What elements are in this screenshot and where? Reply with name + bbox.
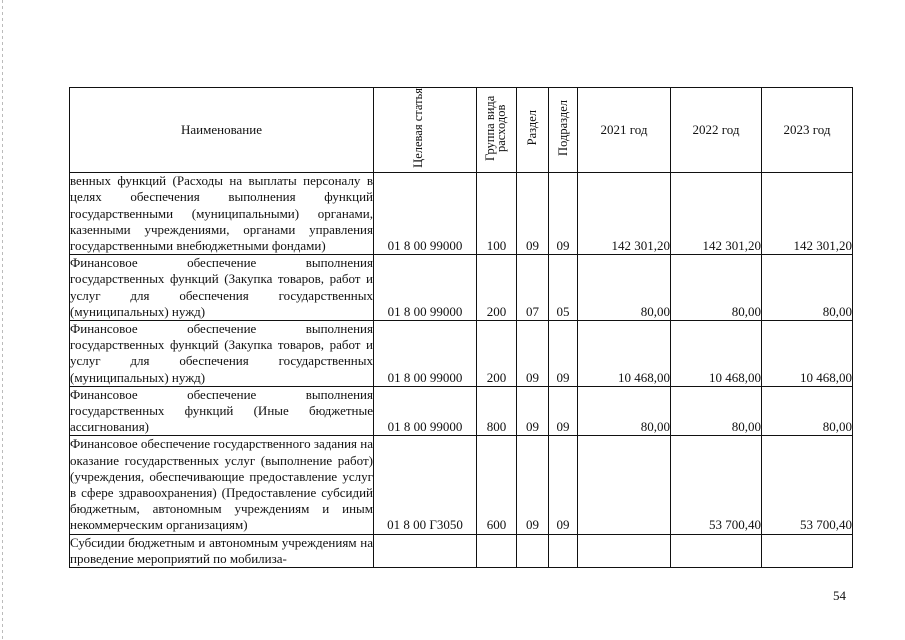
row-subsection: 09 bbox=[549, 321, 578, 387]
table-row bbox=[70, 321, 853, 387]
table-row bbox=[70, 173, 853, 255]
row-article: 01 8 00 99000 bbox=[374, 321, 477, 387]
table-row bbox=[70, 436, 853, 534]
row-group bbox=[477, 534, 517, 567]
row-name: венных функций (Расходы на выплаты персоналу в целях обеспечения выполнения функций государственными (муниципальными) органами, казенными учреждениями, органами управления государственными внебюджетными фондами) bbox=[70, 173, 373, 254]
row-subsection: 09 bbox=[549, 436, 578, 534]
row-subsection bbox=[549, 534, 578, 567]
row-section bbox=[517, 534, 549, 567]
row-2022: 10 468,00 bbox=[671, 321, 762, 387]
header-subsection: Подраздел bbox=[549, 88, 578, 173]
row-name: Финансовое обеспечение выполнения государственных функций (Иные бюджетные ассигнования) bbox=[70, 386, 373, 435]
row-section: 09 bbox=[517, 436, 549, 534]
row-article: 01 8 00 99000 bbox=[374, 386, 477, 436]
row-2021 bbox=[578, 436, 671, 534]
row-name: Субсидии бюджетным и автономным учреждениям на проведение мероприятий по мобилиза- bbox=[70, 534, 373, 566]
row-group: 200 bbox=[477, 321, 517, 387]
row-2023: 80,00 bbox=[762, 386, 853, 436]
row-2022: 80,00 bbox=[671, 255, 762, 321]
row-subsection: 05 bbox=[549, 255, 578, 321]
page-number: 54 bbox=[833, 588, 846, 603]
table-row bbox=[70, 386, 853, 436]
row-section: 09 bbox=[517, 173, 549, 255]
row-2023: 80,00 bbox=[762, 255, 853, 321]
row-2022: 80,00 bbox=[671, 386, 762, 436]
row-2023 bbox=[762, 534, 853, 567]
row-2023: 10 468,00 bbox=[762, 321, 853, 387]
row-group: 100 bbox=[477, 173, 517, 255]
row-article: 01 8 00 99000 bbox=[374, 255, 477, 321]
row-2021: 142 301,20 bbox=[578, 173, 671, 255]
row-2021 bbox=[578, 534, 671, 567]
row-article: 01 8 00 Г3050 bbox=[374, 436, 477, 534]
row-2021: 10 468,00 bbox=[578, 321, 671, 387]
row-name: Финансовое обеспечение выполнения государственных функций (Закупка товаров, работ и услуг для обеспечения государственных (муниципальных) нужд) bbox=[70, 255, 373, 319]
row-2022: 142 301,20 bbox=[671, 173, 762, 255]
header-target-article: Целевая статья bbox=[374, 88, 477, 173]
header-name: Наименование bbox=[70, 88, 374, 173]
row-section: 07 bbox=[517, 255, 549, 321]
header-section: Раздел bbox=[517, 88, 549, 173]
row-group: 200 bbox=[477, 255, 517, 321]
row-name: Финансовое обеспечение государственного задания на оказание государственных услуг (выполнение работ) (учреждения, обеспечивающие предоставление услуг в сфере здравоохранения) (Предоставление субсидий бюджетным, автономным учреждениям и иным некоммерческим организациям) bbox=[70, 436, 373, 533]
scan-edge bbox=[2, 0, 3, 640]
row-2023: 53 700,40 bbox=[762, 436, 853, 534]
header-2022: 2022 год bbox=[671, 88, 762, 173]
header-2023: 2023 год bbox=[762, 88, 853, 173]
table-row bbox=[70, 534, 853, 567]
row-2023: 142 301,20 bbox=[762, 173, 853, 255]
row-2022: 53 700,40 bbox=[671, 436, 762, 534]
table-header-row bbox=[70, 88, 853, 173]
row-article: 01 8 00 99000 bbox=[374, 173, 477, 255]
row-name: Финансовое обеспечение выполнения государственных функций (Закупка товаров, работ и услуг для обеспечения государственных (муниципальных) нужд) bbox=[70, 321, 373, 385]
row-section: 09 bbox=[517, 321, 549, 387]
row-subsection: 09 bbox=[549, 173, 578, 255]
table-row bbox=[70, 255, 853, 321]
row-section: 09 bbox=[517, 386, 549, 436]
row-group: 800 bbox=[477, 386, 517, 436]
row-2022 bbox=[671, 534, 762, 567]
row-2021: 80,00 bbox=[578, 255, 671, 321]
row-group: 600 bbox=[477, 436, 517, 534]
row-subsection: 09 bbox=[549, 386, 578, 436]
budget-table bbox=[69, 87, 853, 568]
header-2021: 2021 год bbox=[578, 88, 671, 173]
row-article bbox=[374, 534, 477, 567]
row-2021: 80,00 bbox=[578, 386, 671, 436]
header-expense-group: Группа вида расходов bbox=[477, 88, 517, 173]
